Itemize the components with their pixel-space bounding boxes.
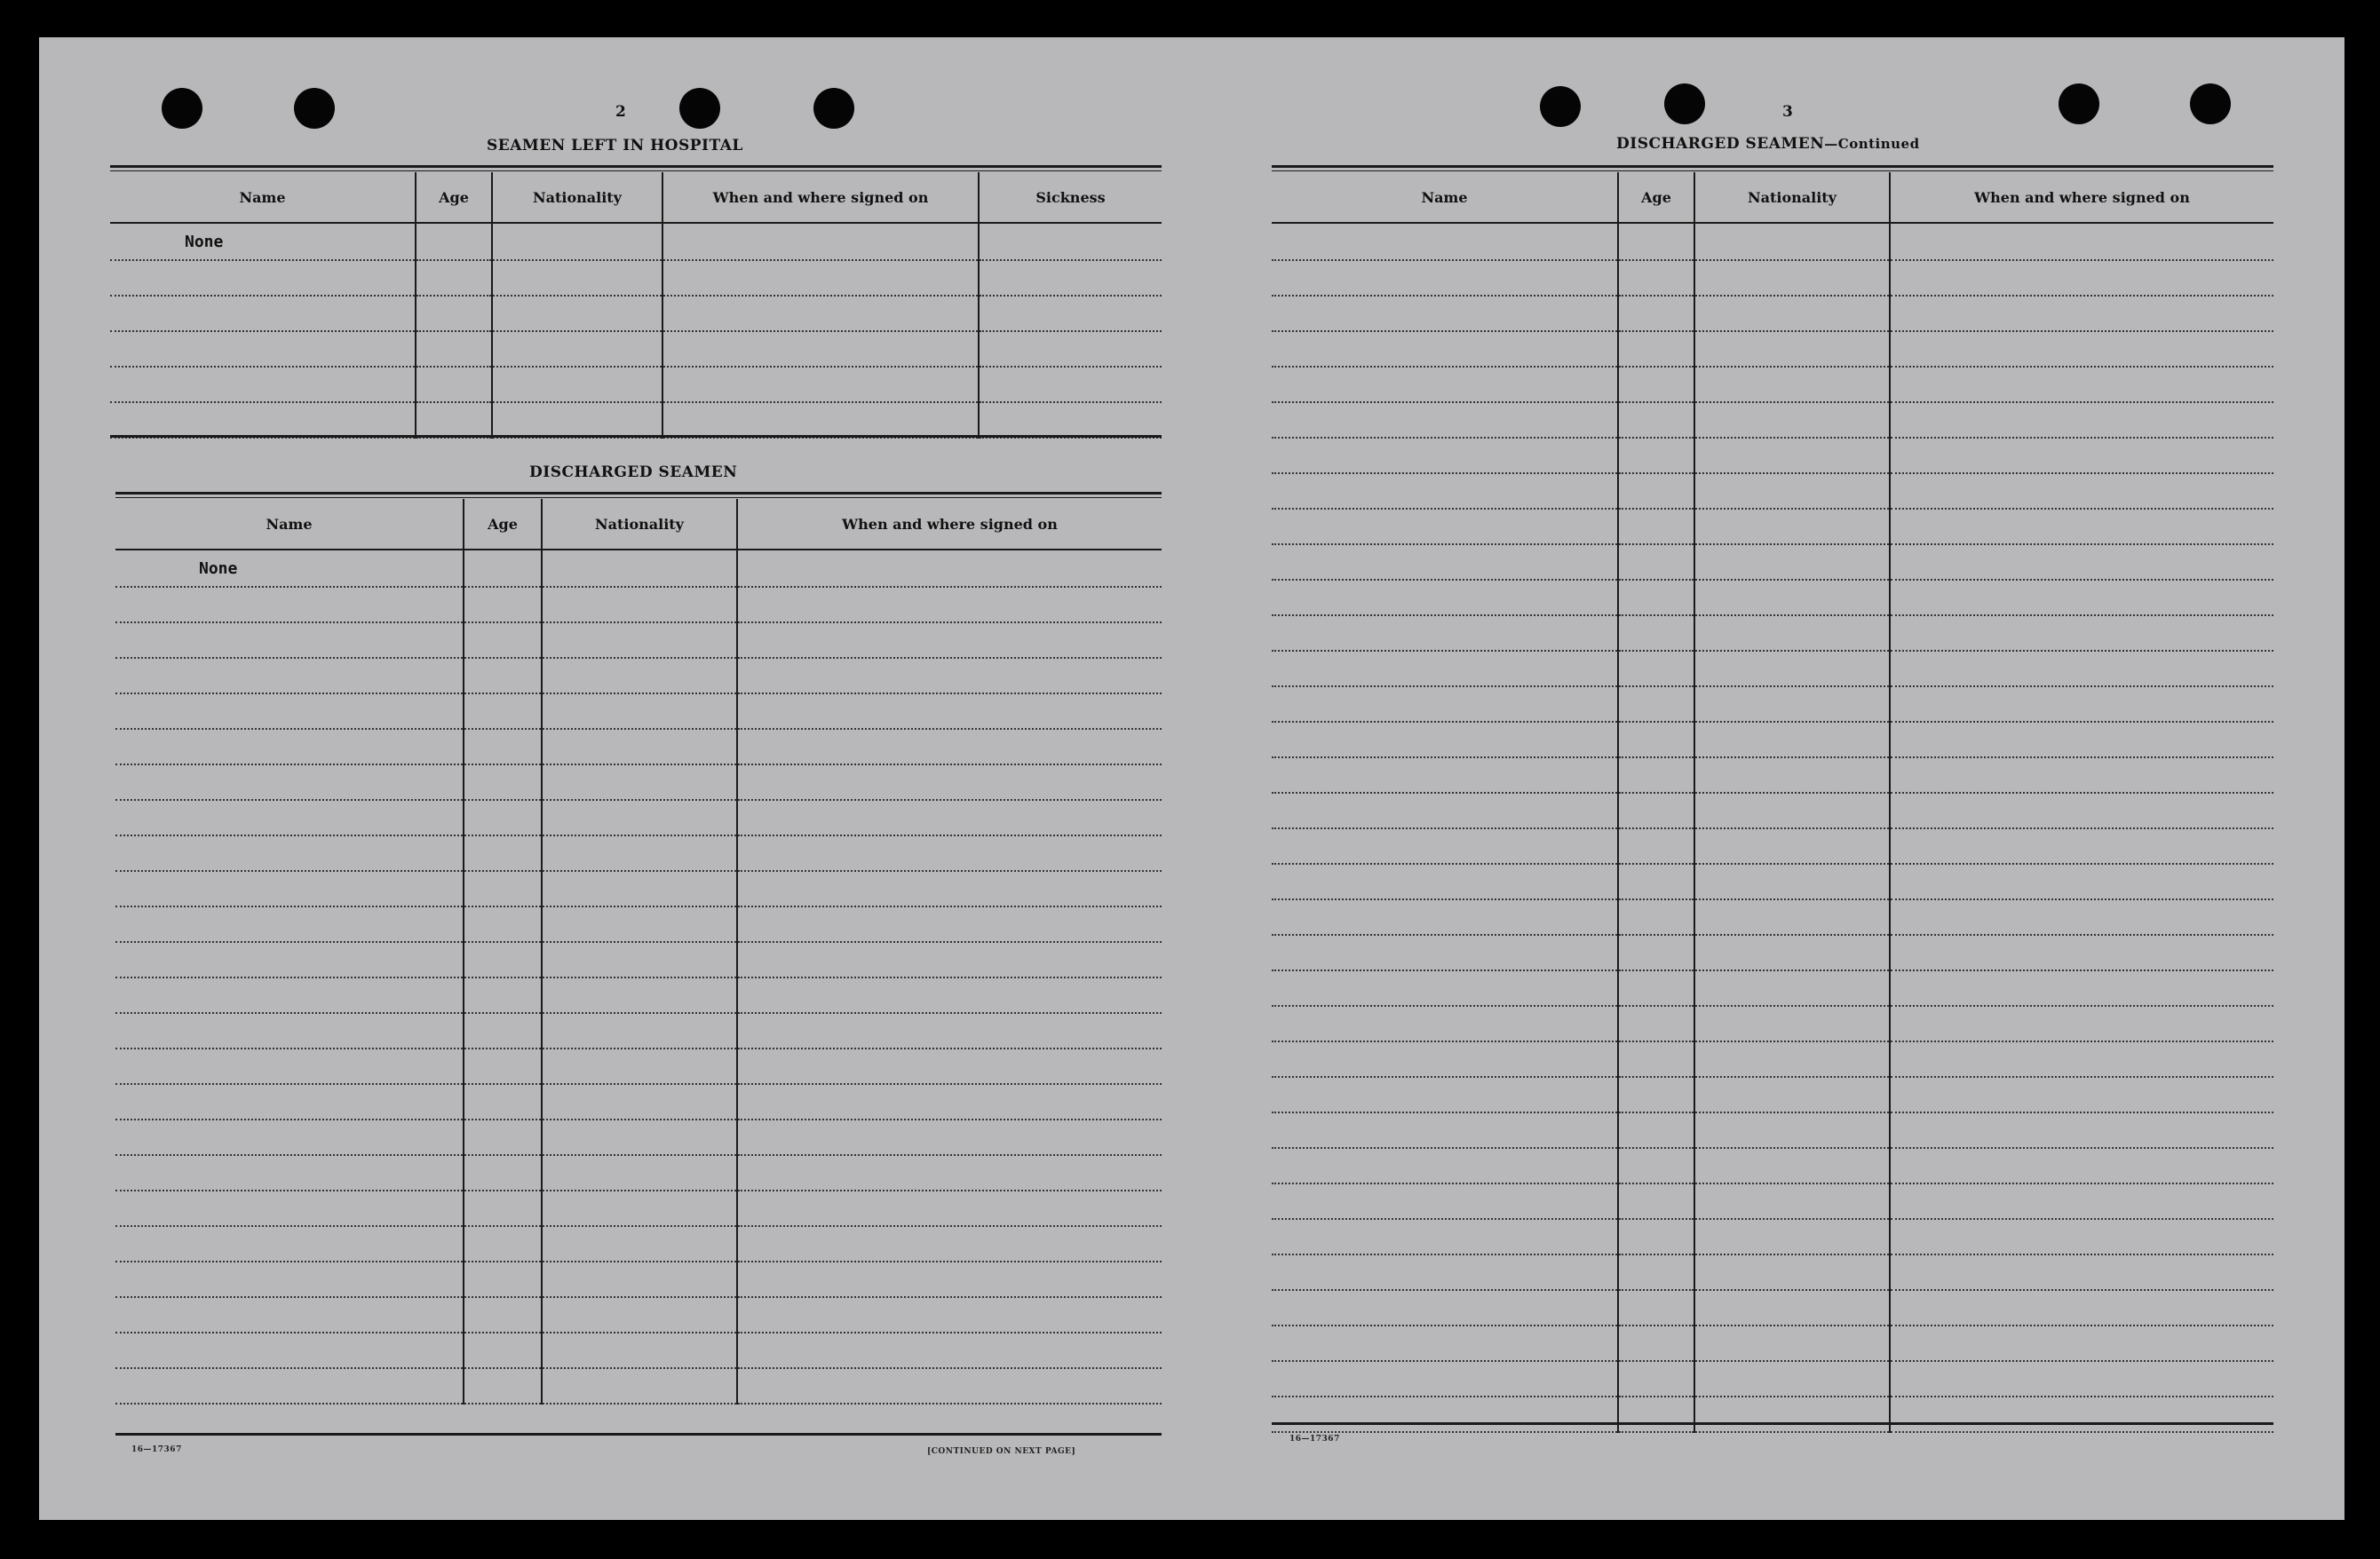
section-title-continued: —Continued bbox=[1824, 136, 1920, 152]
column-header-age: Age bbox=[416, 172, 492, 223]
hospital-section-title: SEAMEN LEFT IN HOSPITAL bbox=[487, 137, 743, 154]
column-header-nationality: Nationality bbox=[492, 172, 662, 223]
punch-hole bbox=[1664, 83, 1705, 124]
table-row bbox=[115, 1155, 1162, 1191]
column-header-name: Name bbox=[110, 172, 416, 223]
table-row bbox=[115, 800, 1162, 835]
table-row bbox=[110, 260, 1162, 296]
table-row bbox=[1272, 686, 2273, 722]
table-row bbox=[115, 1049, 1162, 1084]
continued-section-title bbox=[1616, 135, 1920, 153]
column-header-nationality: Nationality bbox=[542, 499, 737, 550]
section-rule bbox=[110, 170, 1162, 171]
punch-hole bbox=[294, 88, 335, 129]
table-row bbox=[110, 402, 1162, 438]
table-row bbox=[1272, 793, 2273, 828]
table-row bbox=[115, 1013, 1162, 1049]
table-row bbox=[1272, 970, 2273, 1006]
table-row bbox=[115, 835, 1162, 871]
table-row bbox=[1272, 935, 2273, 970]
table-row bbox=[1272, 1183, 2273, 1219]
table-row bbox=[115, 1226, 1162, 1262]
table-row bbox=[115, 1191, 1162, 1226]
form-number: 16—17367 bbox=[131, 1445, 182, 1454]
table-row bbox=[115, 942, 1162, 977]
table-row bbox=[115, 1368, 1162, 1404]
punch-hole bbox=[813, 88, 854, 129]
table-row bbox=[1272, 864, 2273, 899]
right-page bbox=[1220, 37, 2344, 1520]
table-row bbox=[115, 658, 1162, 693]
table-row bbox=[115, 587, 1162, 622]
table-row bbox=[115, 906, 1162, 942]
continued-note: [CONTINUED ON NEXT PAGE] bbox=[927, 1447, 1076, 1456]
name-entry: None bbox=[110, 223, 416, 260]
section-rule bbox=[115, 492, 1162, 495]
punch-hole bbox=[679, 88, 720, 129]
table-row bbox=[1272, 438, 2273, 473]
column-header-signed-on: When and where signed on bbox=[1890, 172, 2273, 223]
table-row bbox=[1272, 1361, 2273, 1397]
column-header-name: Name bbox=[115, 499, 464, 550]
discharged-section-title: DISCHARGED SEAMEN bbox=[529, 463, 738, 481]
form-number: 16—17367 bbox=[1289, 1435, 1340, 1444]
document-sheet bbox=[39, 37, 2344, 1520]
section-rule bbox=[1272, 170, 2273, 171]
column-header-name: Name bbox=[1272, 172, 1618, 223]
table-row bbox=[115, 1333, 1162, 1368]
table-row bbox=[1272, 223, 2273, 260]
column-header-sickness: Sickness bbox=[979, 172, 1162, 223]
section-rule bbox=[1272, 165, 2273, 168]
table-row bbox=[1272, 473, 2273, 509]
table-row bbox=[115, 977, 1162, 1013]
column-header-age: Age bbox=[464, 499, 542, 550]
punch-hole bbox=[1540, 86, 1581, 127]
table-row bbox=[115, 764, 1162, 800]
column-header-nationality: Nationality bbox=[1694, 172, 1890, 223]
table-row bbox=[1272, 1077, 2273, 1112]
table-row bbox=[1272, 1254, 2273, 1290]
table-row bbox=[115, 693, 1162, 729]
table-row bbox=[1272, 899, 2273, 935]
punch-hole bbox=[2190, 83, 2231, 124]
section-rule bbox=[115, 497, 1162, 498]
punch-hole bbox=[162, 88, 202, 129]
table-row bbox=[1272, 1148, 2273, 1183]
table-row bbox=[1272, 1290, 2273, 1326]
table-row bbox=[110, 223, 1162, 260]
table-row bbox=[115, 1084, 1162, 1120]
section-rule bbox=[115, 1433, 1162, 1436]
page-number: 2 bbox=[615, 103, 626, 121]
table-row bbox=[1272, 1397, 2273, 1432]
table-row bbox=[1272, 1219, 2273, 1254]
section-rule bbox=[110, 435, 1162, 438]
table-row bbox=[1272, 544, 2273, 580]
column-header-signed-on: When and where signed on bbox=[737, 499, 1162, 550]
table-row bbox=[1272, 367, 2273, 402]
column-header-signed-on: When and where signed on bbox=[662, 172, 979, 223]
table-row bbox=[1272, 651, 2273, 686]
section-rule bbox=[1272, 1422, 2273, 1425]
table-row bbox=[1272, 580, 2273, 615]
table-row bbox=[1272, 1112, 2273, 1148]
discharged-table bbox=[115, 499, 1162, 1405]
table-row bbox=[1272, 722, 2273, 757]
table-row bbox=[1272, 1326, 2273, 1361]
left-page bbox=[39, 37, 1220, 1520]
section-title-main: DISCHARGED SEAMEN bbox=[1616, 135, 1825, 153]
punch-hole bbox=[2059, 83, 2099, 124]
table-row bbox=[1272, 757, 2273, 793]
table-row bbox=[110, 367, 1162, 402]
table-row bbox=[110, 296, 1162, 331]
table-row bbox=[110, 331, 1162, 367]
discharged-continued-table bbox=[1272, 172, 2273, 1433]
table-row bbox=[1272, 296, 2273, 331]
table-row bbox=[115, 550, 1162, 587]
table-row bbox=[1272, 828, 2273, 864]
table-row bbox=[115, 1120, 1162, 1155]
page-number: 3 bbox=[1782, 103, 1793, 121]
table-row bbox=[115, 871, 1162, 906]
table-row bbox=[1272, 1041, 2273, 1077]
table-row bbox=[1272, 260, 2273, 296]
table-row bbox=[1272, 1006, 2273, 1041]
hospital-table bbox=[110, 172, 1162, 439]
table-row bbox=[1272, 331, 2273, 367]
table-row bbox=[115, 729, 1162, 764]
table-row bbox=[115, 1262, 1162, 1297]
name-entry: None bbox=[115, 550, 464, 587]
table-row bbox=[115, 622, 1162, 658]
section-rule bbox=[110, 165, 1162, 168]
table-row bbox=[1272, 402, 2273, 438]
table-row bbox=[1272, 615, 2273, 651]
column-header-age: Age bbox=[1618, 172, 1694, 223]
table-row bbox=[1272, 509, 2273, 544]
table-row bbox=[115, 1297, 1162, 1333]
